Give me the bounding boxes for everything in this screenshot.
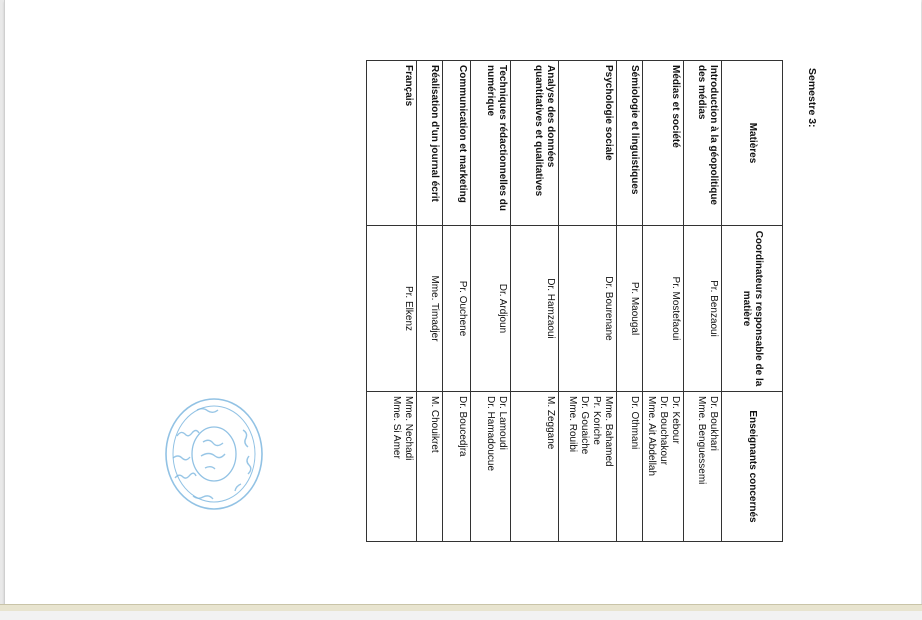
table-row <box>443 61 471 542</box>
cell-matiere: Français <box>367 61 417 226</box>
cell-coordinateur: Pr. Benzaoui <box>684 226 722 392</box>
cell-enseignants <box>511 392 559 542</box>
enseignant-name: Mme. Ait Abdellah <box>646 396 657 477</box>
cell-coordinateur: Pr. Maougal <box>617 226 643 392</box>
enseignant-name: Mme. Bahamed <box>603 396 614 467</box>
cell-enseignants <box>417 392 443 542</box>
cell-matiere: Psychologie sociale <box>559 61 617 226</box>
cell-enseignants <box>471 392 511 542</box>
cell-coordinateur: Dr. Bourenane <box>559 226 617 392</box>
enseignant-name: Mme. Benguessemi <box>696 396 707 485</box>
cell-enseignants <box>617 392 643 542</box>
enseignant-name: Dr. Boukhari <box>708 396 719 452</box>
table-row <box>417 61 443 542</box>
document-page <box>4 0 921 605</box>
cell-coordinateur: Pr. Ouchene <box>443 226 471 392</box>
cell-matiere: Communication et marketing <box>443 61 471 226</box>
cell-coordinateur: Dr. Ardjoun <box>471 226 511 392</box>
cell-matiere: Médias et société <box>643 61 684 226</box>
cell-enseignants <box>559 392 617 542</box>
cell-enseignants <box>684 392 722 542</box>
rotated-content <box>385 60 825 620</box>
cell-matiere: Sémiologie et linguistiques <box>617 61 643 226</box>
cell-coordinateur: Dr. Hamzaoui <box>511 226 559 392</box>
enseignant-name: Dr. Hamadoucue <box>485 396 496 472</box>
cell-coordinateur: Pr. Elkenz <box>367 226 417 392</box>
enseignant-name: Dr. Bouchakour <box>658 396 669 465</box>
semester-title: Semestre 3: <box>806 68 818 128</box>
header-coordinateurs: Coordinateurs responsable de la matière <box>722 226 783 392</box>
enseignant-name: Mme. Rouibi <box>567 396 578 453</box>
enseignant-name: M. Chouikret <box>429 396 440 453</box>
table-header-row <box>722 61 783 542</box>
enseignant-name: Dr. Othmani <box>629 396 640 450</box>
official-stamp <box>163 396 265 512</box>
cell-enseignants <box>443 392 471 542</box>
header-enseignants: Enseignants concernés <box>722 392 783 542</box>
enseignant-name: Dr. Boucedjra <box>457 396 468 457</box>
cell-matiere: Réalisation d'un journal écrit <box>417 61 443 226</box>
table-row <box>684 61 722 542</box>
table-row <box>643 61 684 542</box>
cell-matiere: Analyse des données quantitatives et qualitatives <box>511 61 559 226</box>
table-row <box>617 61 643 542</box>
cell-enseignants <box>367 392 417 542</box>
enseignant-name: Dr. Gouaiche <box>579 396 590 455</box>
table-row <box>511 61 559 542</box>
cell-matiere: Techniques rédactionnelles du numérique <box>471 61 511 226</box>
table-row <box>471 61 511 542</box>
header-matieres: Matières <box>722 61 783 226</box>
table-row <box>559 61 617 542</box>
enseignant-name: Mme. Nechadi <box>403 396 414 461</box>
enseignant-name: M. Zeggane <box>545 396 556 450</box>
cell-matiere: Introduction à la géopolitique des médias <box>684 61 722 226</box>
enseignant-name: Mme. Si Amer <box>391 396 402 459</box>
table-body <box>367 61 722 542</box>
cell-coordinateur: Pr. Mostefaoui <box>643 226 684 392</box>
course-table <box>366 60 783 542</box>
enseignant-name: Pr. Koriche <box>591 396 602 445</box>
cell-enseignants <box>643 392 684 542</box>
enseignant-name: Dr. Kebour <box>670 396 681 444</box>
table-row <box>367 61 417 542</box>
cell-coordinateur: Mme. Timadjer <box>417 226 443 392</box>
enseignant-name: Dr. Lamoudi <box>497 396 508 450</box>
